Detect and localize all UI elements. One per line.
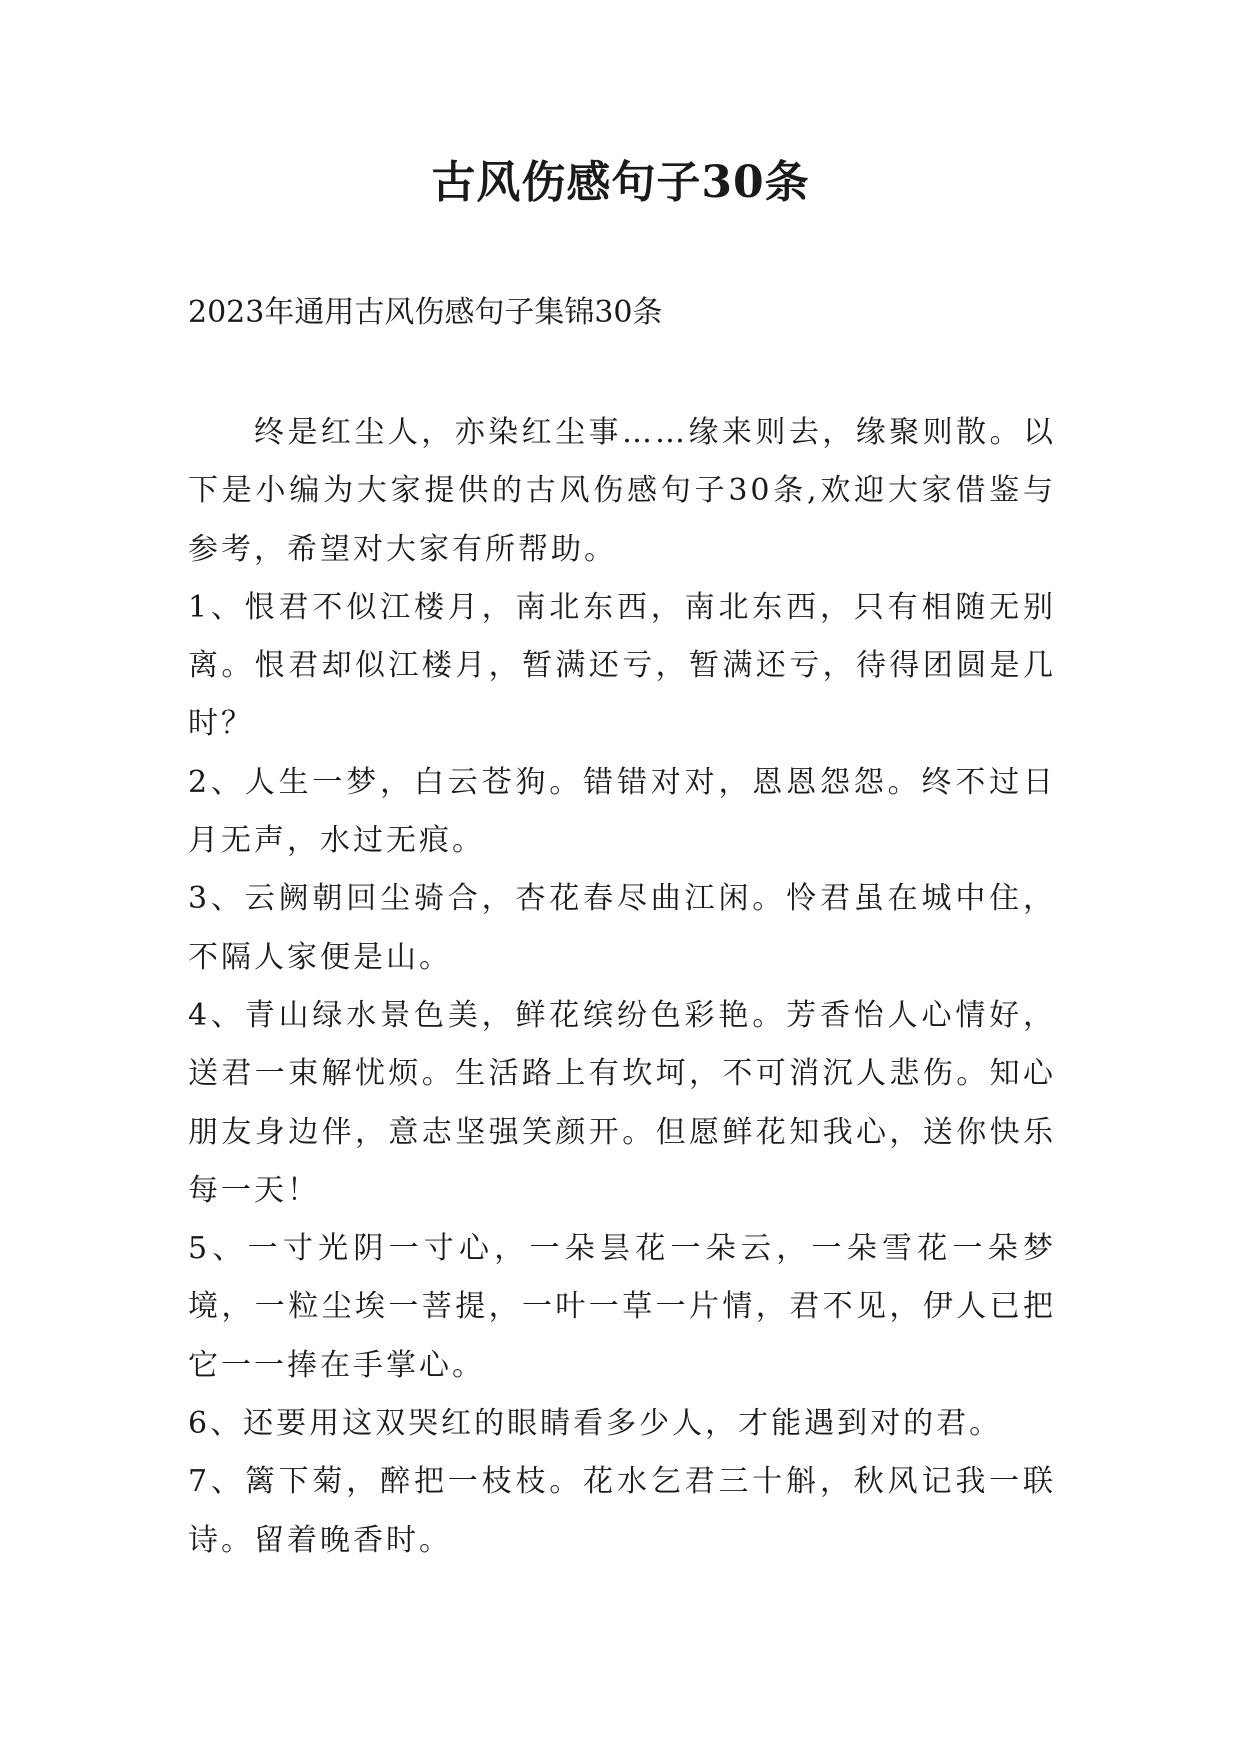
list-item: 1、恨君不似江楼月，南北东西，南北东西，只有相随无别离。恨君却似江楼月，暂满还亏，暂满还亏，待得团圆是几时？	[188, 589, 1056, 742]
document-body	[188, 404, 1056, 1570]
list-item: 2、人生一梦，白云苍狗。错错对对，恩恩怨怨。终不过日月无声，水过无痕。	[188, 764, 1056, 859]
document-subtitle: 2023年通用古风伤感句子集锦30条	[188, 295, 663, 330]
list-item: 4、青山绿水景色美，鲜花缤纷色彩艳。芳香怡人心情好，送君一束解忧烦。生活路上有坎坷，不可消沉人悲伤。知心朋友身边伴，意志坚强笑颜开。但愿鲜花知我心，送你快乐每一天！	[188, 997, 1056, 1208]
document-title: 古风伤感句子30条	[431, 157, 810, 208]
list-item: 7、篱下菊，醉把一枝枝。花水乞君三十斛，秋风记我一联诗。留着晚香时。	[188, 1464, 1056, 1558]
list-item: 3、云阙朝回尘骑合，杏花春尽曲江闲。怜君虽在城中住，不隔人家便是山。	[188, 881, 1056, 975]
list-item: 5、一寸光阴一寸心，一朵昙花一朵云，一朵雪花一朵梦境，一粒尘埃一菩提，一叶一草一片情，君不见，伊人已把它一一捧在手掌心。	[188, 1231, 1056, 1383]
intro-paragraph: 终是红尘人，亦染红尘事……缘来则去，缘聚则散。以下是小编为大家提供的古风伤感句子30条,欢迎大家借鉴与参考，希望对大家有所帮助。	[188, 415, 1056, 567]
list-item: 6、还要用这双哭红的眼睛看多少人，才能遇到对的君。	[188, 1406, 1003, 1442]
